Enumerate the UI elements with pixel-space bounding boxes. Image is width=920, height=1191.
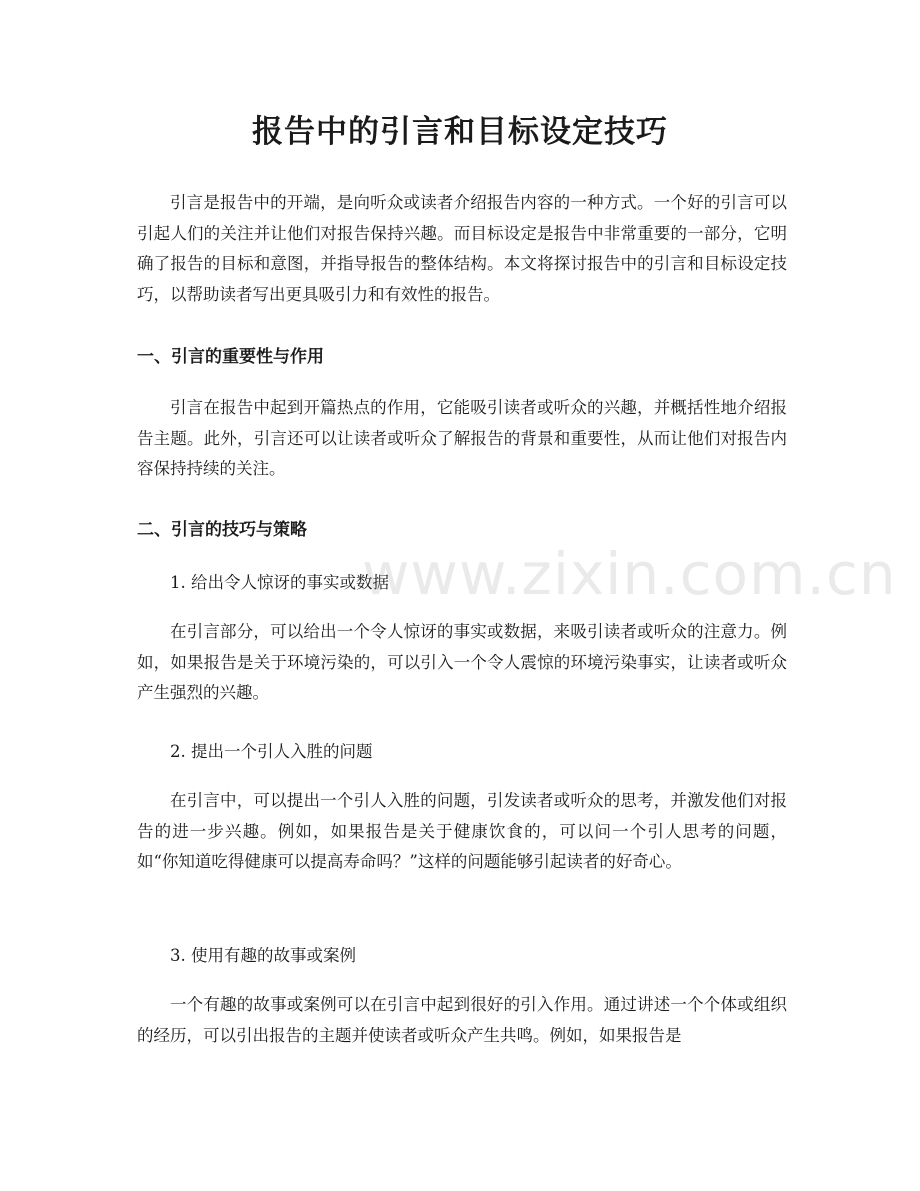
item1-label: 1. 给出令人惊讶的事实或数据 bbox=[170, 573, 389, 592]
section1-body: 引言在报告中起到开篇热点的作用，它能吸引读者或听众的兴趣，并概括性地介绍报告主题。此外，引言还可以让读者或听众了解报告的背景和重要性，从而让他们对报告内容保持持续的关注。 bbox=[137, 398, 787, 478]
section1-heading: 一、引言的重要性与作用 bbox=[137, 347, 324, 367]
section2-heading: 二、引言的技巧与策略 bbox=[137, 520, 307, 540]
document-title: 报告中的引言和目标设定技巧 bbox=[252, 114, 668, 150]
item1-body: 在引言部分，可以给出一个令人惊讶的事实或数据，来吸引读者或听众的注意力。例如，如果报告是关于环境污染的，可以引入一个令人震惊的环境污染事实，让读者或听众产生强烈的兴趣。 bbox=[137, 622, 787, 702]
watermark: www.zixin.com.cn bbox=[362, 540, 897, 608]
item2-label: 2. 提出一个引人入胜的问题 bbox=[170, 742, 373, 761]
intro-paragraph: 引言是报告中的开端，是向听众或读者介绍报告内容的一种方式。一个好的引言可以引起人们的关注并让他们对报告保持兴趣。而目标设定是报告中非常重要的一部分，它明确了报告的目标和意图，并指导报告的整体结构。本文将探讨报告中的引言和目标设定技巧，以帮助读者写出更具吸引力和有效性的报告。 bbox=[137, 193, 787, 304]
item3-label: 3. 使用有趣的故事或案例 bbox=[170, 946, 356, 965]
item2-body: 在引言中，可以提出一个引人入胜的问题，引发读者或听众的思考，并激发他们对报告的进一步兴趣。例如，如果报告是关于健康饮食的，可以问一个引人思考的问题，如“你知道吃得健康可以提高寿命吗？”这样的问题能够引起读者的好奇心。 bbox=[137, 791, 787, 871]
item3-body: 一个有趣的故事或案例可以在引言中起到很好的引入作用。通过讲述一个个体或组织的经历，可以引出报告的主题并使读者或听众产生共鸣。例如，如果报告是 bbox=[137, 995, 787, 1045]
